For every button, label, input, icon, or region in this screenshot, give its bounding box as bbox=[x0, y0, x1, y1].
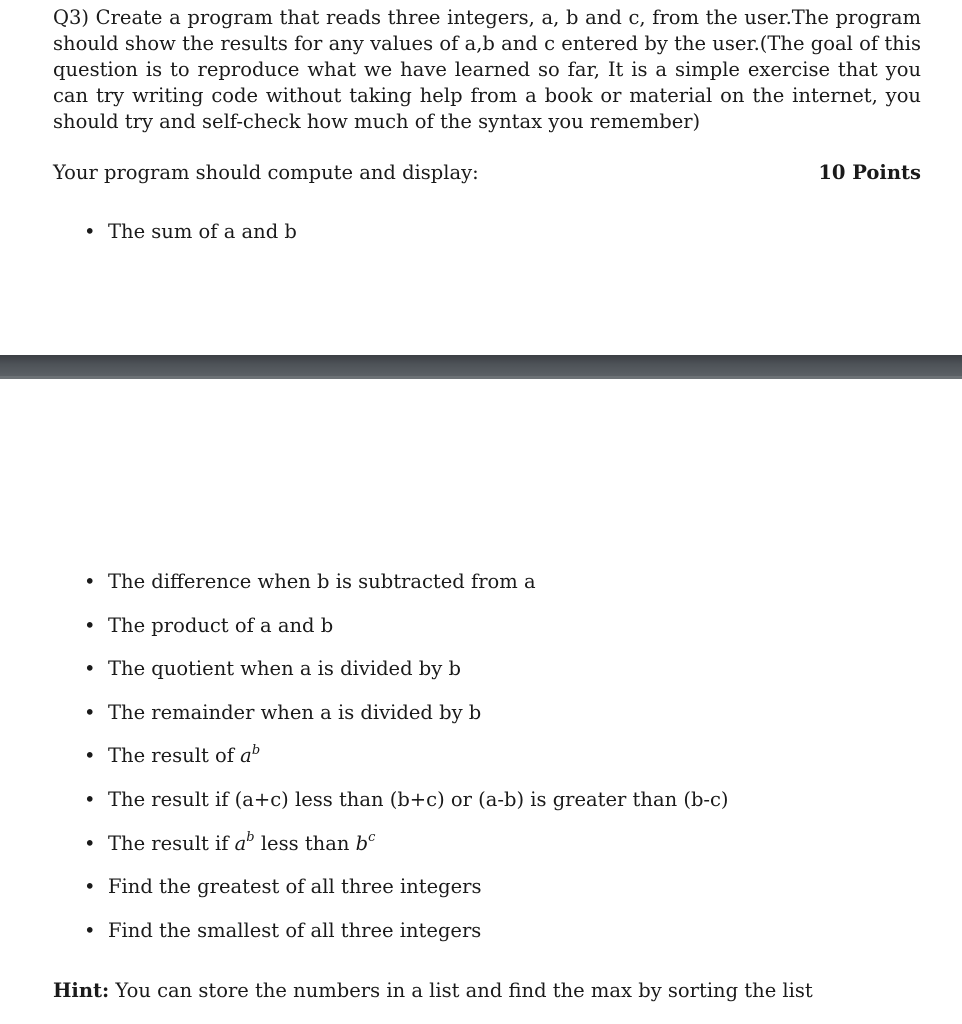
list-item-text: The result if (a+c) less than (b+c) or (a-b) is greater than (b-c) bbox=[108, 787, 729, 811]
bullet-icon: • bbox=[84, 831, 96, 855]
hint-label: Hint: bbox=[53, 979, 110, 1002]
compute-label: Your program should compute and display: bbox=[53, 161, 479, 184]
list-item bbox=[84, 656, 729, 682]
bullet-icon: • bbox=[84, 613, 96, 637]
math-base: a bbox=[240, 744, 252, 768]
list-item-text: Find the greatest of all three integers bbox=[108, 875, 482, 899]
hint-text: You can store the numbers in a list and find the max by sorting the list bbox=[109, 979, 813, 1002]
hint-paragraph bbox=[53, 978, 813, 1004]
list-item-text: Find the smallest of all three integers bbox=[108, 918, 482, 942]
list-item-middle: less than bbox=[254, 831, 356, 855]
math-exponent: b bbox=[251, 742, 261, 758]
list-item-text: The sum of a and b bbox=[108, 220, 297, 243]
compute-header bbox=[53, 160, 921, 186]
list-item-text: The product of a and b bbox=[108, 613, 334, 637]
bullet-icon: • bbox=[84, 875, 96, 899]
list-item-prefix: The result of bbox=[108, 744, 241, 768]
bullet-icon: • bbox=[84, 744, 96, 768]
math-base-2: b bbox=[355, 831, 369, 855]
list-item bbox=[84, 700, 729, 726]
bullet-icon: • bbox=[84, 787, 96, 811]
list-item-prefix: The result if bbox=[108, 831, 235, 855]
list-item-text: The remainder when a is divided by b bbox=[108, 700, 482, 724]
list-item bbox=[84, 918, 729, 944]
math-base: a bbox=[234, 831, 247, 855]
bullet-icon: • bbox=[84, 918, 96, 942]
list-item bbox=[84, 787, 729, 813]
math-exponent-2: c bbox=[368, 830, 376, 846]
bullet-icon: • bbox=[84, 570, 96, 593]
page-divider bbox=[0, 355, 962, 379]
question-text: Q3) Create a program that reads three integers, a, b and c, from the user.The program should show the results for any values of a,b and c entered by the user.(The goal of this question is to reproduce what we have learned so far, It is a simple exercise that you can try writing code without taking help from a book or material on the internet, you should try and self-check how much of the syntax you remember) bbox=[53, 6, 921, 133]
bullet-icon: • bbox=[84, 700, 96, 724]
list-item bbox=[84, 569, 729, 595]
bullet-icon: • bbox=[84, 657, 96, 681]
list-item bbox=[84, 743, 729, 769]
points-label: 10 Points bbox=[818, 161, 921, 184]
list-item bbox=[84, 613, 729, 639]
bullet-icon: • bbox=[84, 220, 96, 243]
divider-edge bbox=[0, 376, 962, 379]
requirements-list-bottom bbox=[84, 569, 729, 961]
list-item bbox=[84, 874, 729, 900]
list-item bbox=[84, 831, 729, 857]
list-item-text: The quotient when a is divided by b bbox=[108, 657, 461, 681]
math-exponent: b bbox=[246, 830, 255, 846]
requirements-list-top bbox=[84, 219, 297, 245]
list-item bbox=[84, 219, 297, 245]
list-item-text: The difference when b is subtracted from a bbox=[108, 570, 536, 593]
